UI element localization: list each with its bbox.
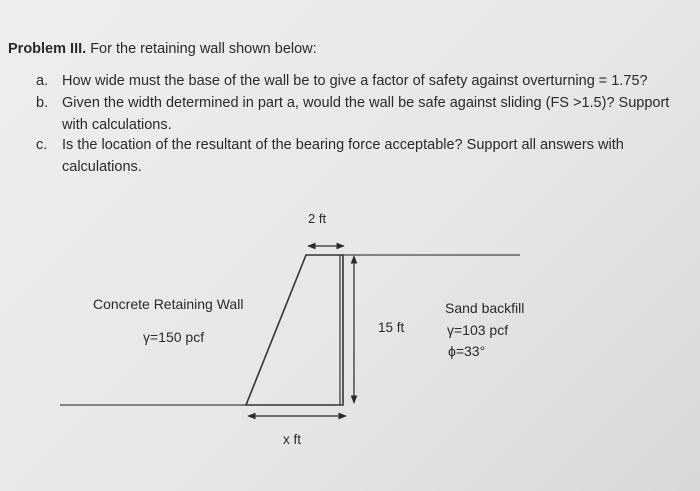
question-c-line-2: calculations. [62, 159, 142, 175]
problem-intro: For the retaining wall shown below: [86, 41, 317, 57]
question-a-line-1: How wide must the base of the wall be to give a factor of safety against overturning = 1.75? [62, 73, 648, 89]
base-width-label: x ft [283, 432, 302, 447]
top-width-label: 2 ft [308, 211, 327, 226]
question-b-line-1: Given the width determined in part a, would the wall be safe against sliding (FS >1.5)? Support [62, 95, 670, 111]
backfill-unit-weight: γ=103 pcf [447, 322, 509, 338]
wall-label: Concrete Retaining Wall [93, 296, 244, 312]
wall-unit-weight: γ=150 pcf [143, 329, 205, 345]
concrete-wall [246, 255, 343, 405]
question-a-marker: a. [36, 73, 49, 89]
backfill-friction-angle: ϕ=33° [448, 343, 486, 359]
question-b-line-2: with calculations. [62, 117, 172, 133]
problem-label: Problem III. [8, 41, 87, 57]
question-c-marker: c. [36, 137, 48, 153]
backfill-label: Sand backfill [445, 300, 525, 316]
question-b-marker: b. [36, 95, 49, 111]
height-label: 15 ft [378, 320, 405, 335]
question-c-line-1: Is the location of the resultant of the bearing force acceptable? Support all answers with [62, 137, 624, 153]
